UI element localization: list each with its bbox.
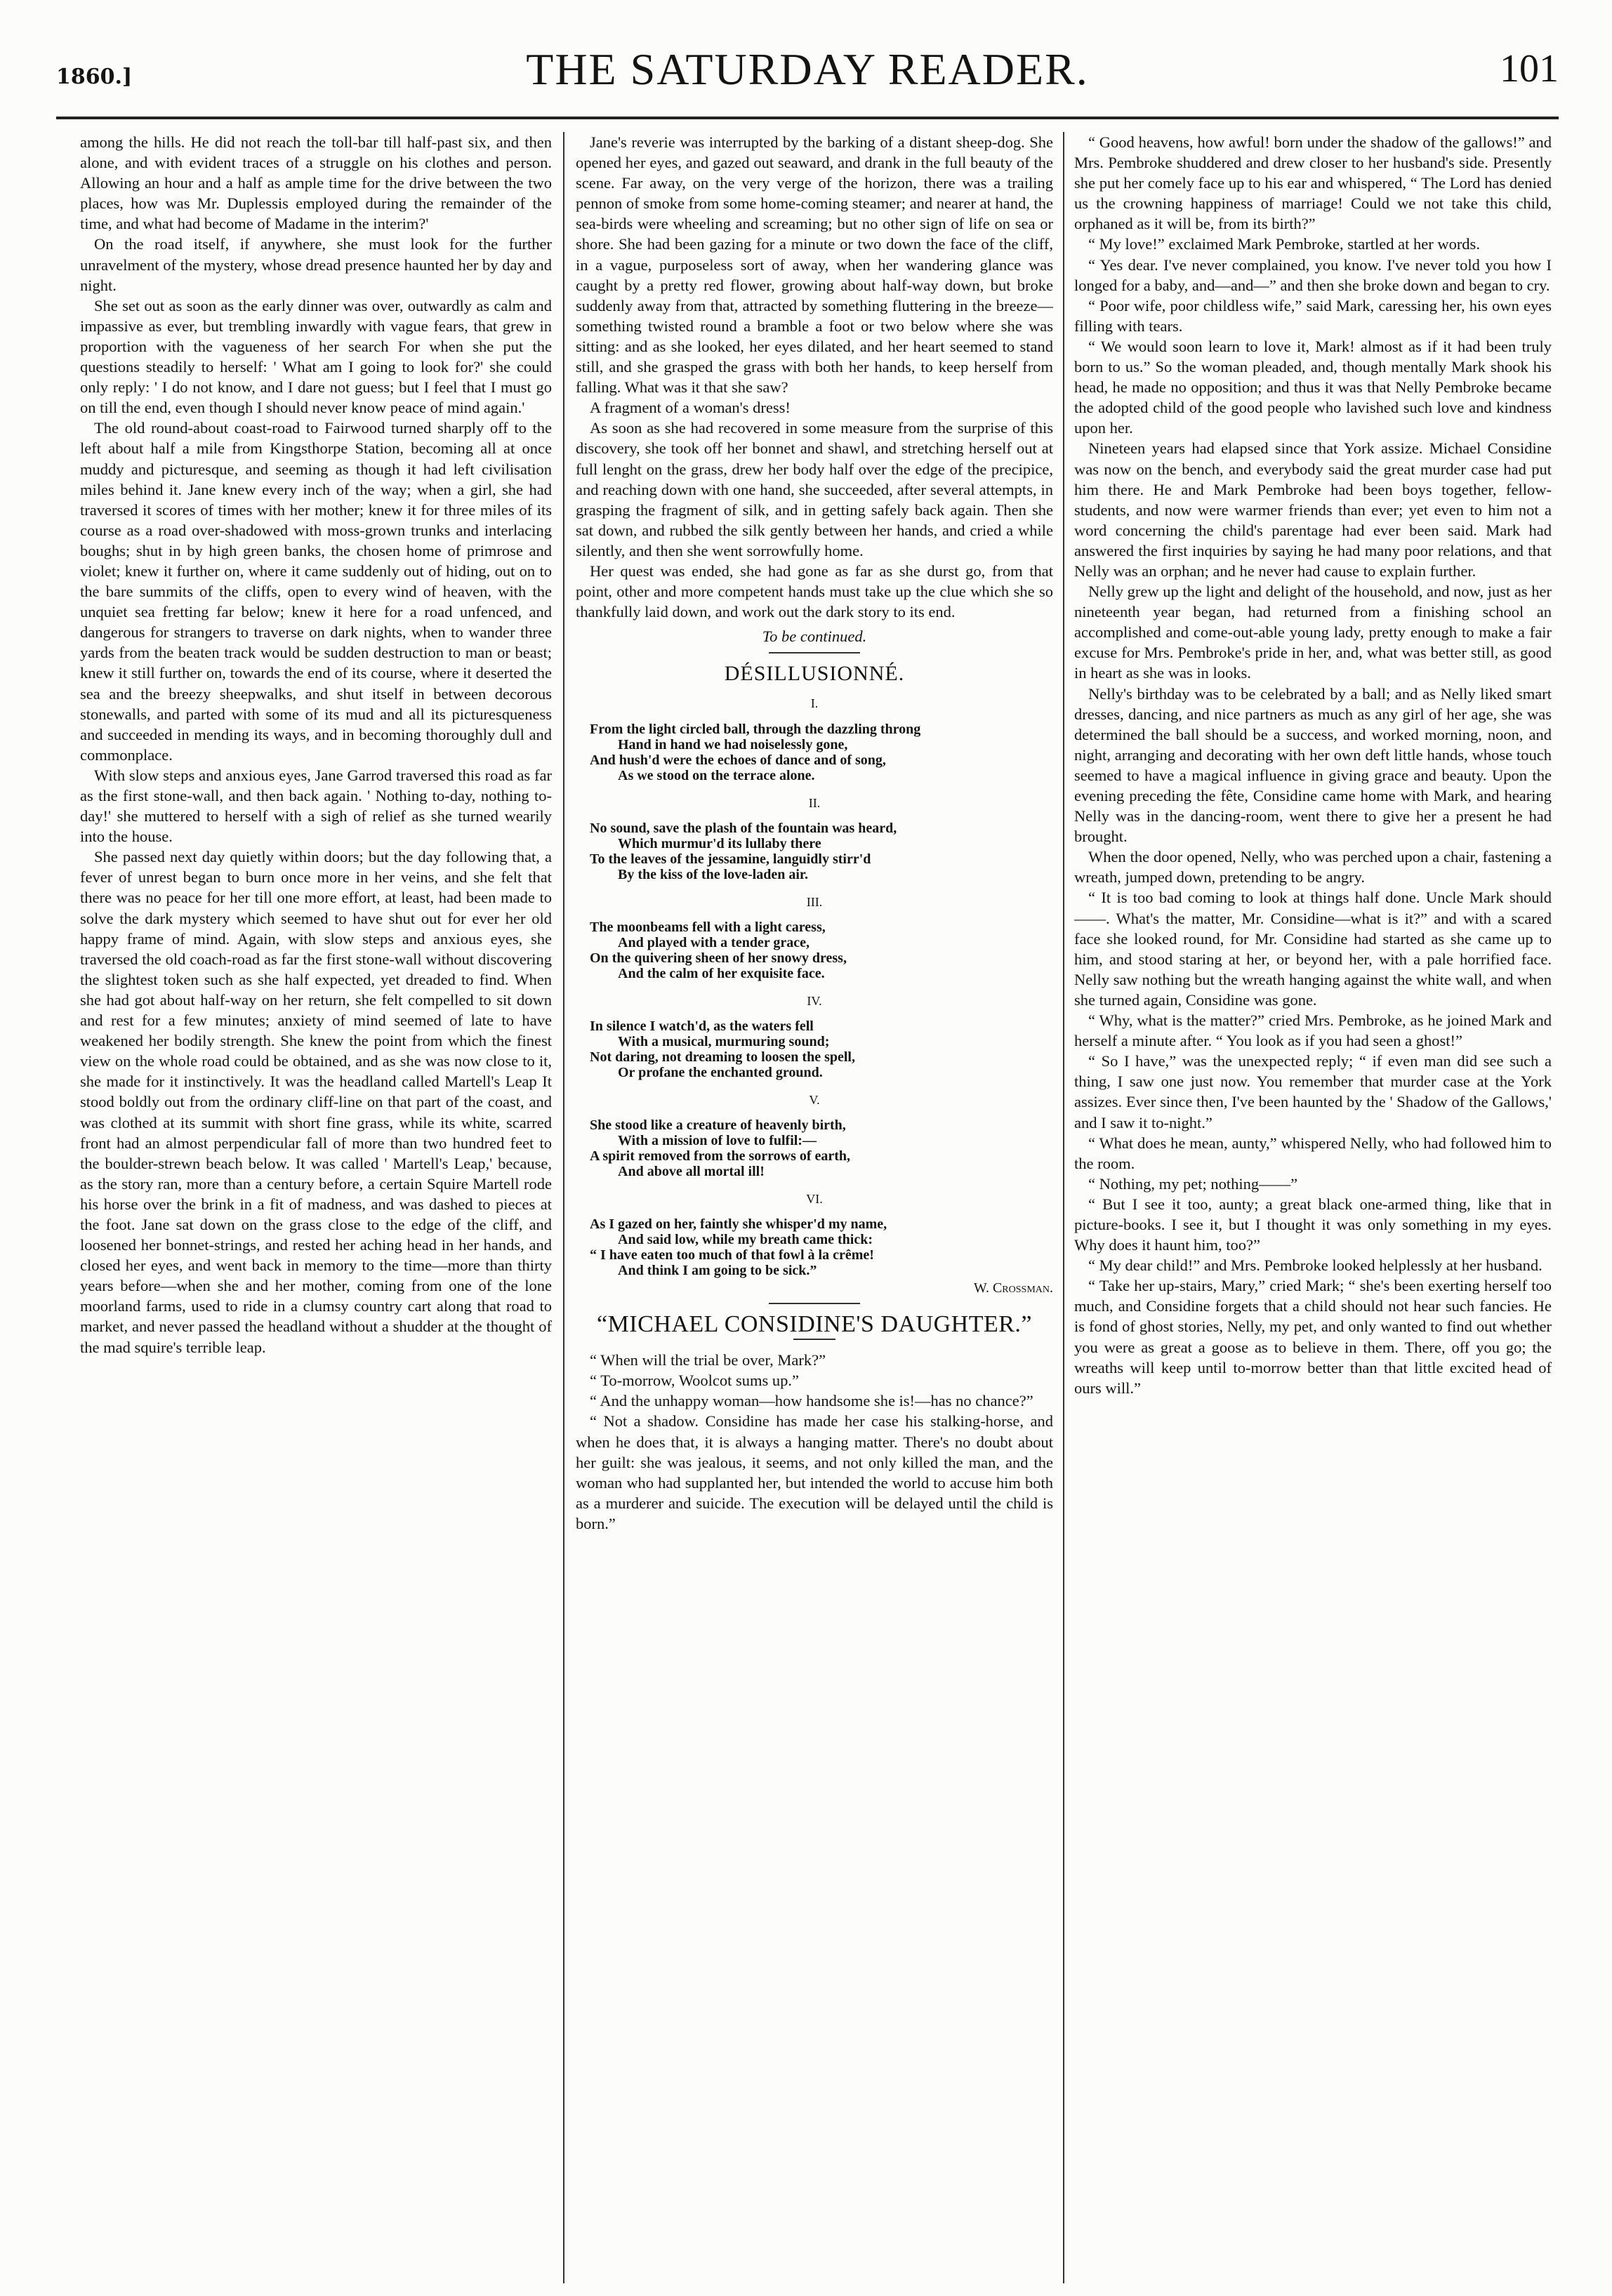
paragraph: Nelly's birthday was to be celebrated by a ball; and as Nelly liked smart dresses, dancing, and nice partners as much as any girl of her age, she was determined the ball should be a success, and worked morning, noon, and night, arranging and decorating with her own deft little hands, whose touch seemed to have a magical influence in giving grace and beauty. Upon the evening preceding the fête, Considine came home with Mark, and hearing Nelly was in the dancing-room, went there to give her a present he had brought. — [1074, 684, 1552, 846]
verse-line: And hush'd were the echoes of dance and of song, — [590, 752, 886, 768]
verse-line: No sound, save the plash of the fountain was heard, — [590, 820, 897, 836]
paragraph: “ So I have,” was the unexpected reply; “ if even man did see such a thing, I saw one just now. You remember that murder case at the York assizes. Ever since then, I've been haunted by the ' Shadow of the Gallows,' and I saw it to-night.” — [1074, 1052, 1552, 1132]
verse-line: And said low, while my breath came thick: — [618, 1232, 873, 1247]
section-rule — [769, 1303, 860, 1304]
stanza-number: II. — [808, 795, 821, 810]
paragraph: “ Poor wife, poor childless wife,” said Mark, caressing her, his own eyes filling with tears. — [1074, 296, 1552, 335]
column-2 — [576, 132, 1053, 2280]
stanza-number: I. — [810, 696, 819, 711]
paragraph: “ My dear child!” and Mrs. Pembroke looked helplessly at her husband. — [1088, 1256, 1542, 1275]
poem-signature: W. Crossman. — [973, 1280, 1053, 1296]
paragraph: among the hills. He did not reach the toll-bar till half-past six, and then alone, and with evident traces of a struggle on his clothes and person. Allowing an hour and a half as ample time for the drive between the two places, how was Mr. Duplessis employed during the remainder of the time, and what had become of Madame in the interim?' — [80, 133, 552, 233]
paragraph: “ What does he mean, aunty,” whispered Nelly, who had followed him to the room. — [1074, 1134, 1552, 1172]
verse-line: And played with a tender grace, — [618, 934, 810, 950]
column-3 — [1074, 132, 1552, 2280]
paragraph: “ And the unhappy woman—how handsome she is!—has no chance?” — [590, 1392, 1033, 1410]
verse-line: And the calm of her exquisite face. — [618, 965, 825, 981]
poem-stanza — [576, 694, 1053, 783]
verse-line: A spirit removed from the sorrows of earth, — [590, 1148, 851, 1164]
paragraph: When the door opened, Nelly, who was perched upon a chair, fastening a wreath, jumped down, pretending to be angry. — [1074, 848, 1552, 887]
poem-stanza — [576, 892, 1053, 981]
stanza-number: VI. — [806, 1191, 823, 1206]
title-rule — [793, 1339, 835, 1340]
column-divider — [563, 132, 564, 2283]
poem-stanza — [576, 991, 1053, 1080]
paragraph: With slow steps and anxious eyes, Jane Garrod traversed this road as far as the first stone-wall, and then back again. ' Nothing to-day, nothing to-day!' she muttered to herself with a sigh of relief as she turned wearily into the house. — [80, 766, 552, 846]
paragraph: Nineteen years had elapsed since that York assize. Michael Considine was now on the bench, and everybody said the great murder case had put him there. He and Mark Pembroke had been boys together, fellow-students, and now were warmer friends than ever; yet even to him not a word concerning the child's parentage had ever been said. Mark had answered the first inquiries by saying he had many poor relations, and that Nelly was an orphan; and he never had cause to explain further. — [1074, 439, 1552, 580]
paragraph: “ Yes dear. I've never complained, you know. I've never told you how I longed for a baby, and—and—” and then she broke down and began to cry. — [1074, 256, 1552, 294]
paragraph: Her quest was ended, she had gone as far as she durst go, from that point, other and more competent hands must take up the clue which she so thankfully laid down, and work out the dark story to its end. — [576, 562, 1053, 621]
paragraph: “ We would soon learn to love it, Mark! almost as if it had been truly born to us.” So the woman pleaded, and, though mentally Mark shook his head, he made no opposition; and thus it was that Nelly Pembroke became the adopted child of the good people who lavished such love and kindness upon her. — [1074, 337, 1552, 437]
stanza-lines — [576, 1216, 1053, 1278]
paragraph: “ My love!” exclaimed Mark Pembroke, startled at her words. — [1088, 235, 1480, 253]
stanza-number: IV. — [807, 993, 822, 1008]
poem-stanza — [576, 1189, 1053, 1278]
header-year: 1860.] — [56, 65, 133, 89]
paragraph: “ Nothing, my pet; nothing——” — [1088, 1174, 1298, 1193]
paragraph: She passed next day quietly within doors; but the day following that, a fever of unrest began to burn once more in her veins, and she felt that there was no peace for her till one more effort, at least, had been made to solve the dark mystery which seemed to have shut out for ever her old happy frame of mind. Again, with slow steps and anxious eyes, she traversed the old coach-road as far the first stone-wall without discovering the slightest token such as she half expected, yet dreaded to find. When she had got about half-way on her return, she felt compelled to sit down and rest for a few minutes; anxiety of mind seemed of late to have weakened her bodily strength. She knew the point from which the finest view on the whole road could be obtained, and as she was now close to it, she made for it instinctively. It was the headland called Martell's Leap It stood boldly out from the ordinary cliff-line on that part of the coast, and was clothed at its summit with short fine grass, while its white, scarred front had an almost perpendicular fall of more than two hundred feet to the boulder-strewn beach below. It was called ' Martell's Leap,' because, as the story ran, more than a century before, a certain Squire Martell rode his horse over the brink in a fit of madness, and was dashed to pieces at the foot. Jane sat down on the grass close to the edge of the cliff, and loosened her bonnet-strings, and rested her aching head in her hands, and closed her eyes, and went back in memory to the time—more than thirty years before—when she and her mother, coming from one of the lone moorland farms, used to ride in a clumsy country cart along that road to market, and never passed the headland without a shudder at the thought of the mad squire's terrible leap. — [80, 848, 552, 1356]
column-divider — [1063, 132, 1064, 2283]
verse-line: As we stood on the terrace alone. — [618, 767, 815, 783]
verse-line: And above all mortal ill! — [618, 1163, 765, 1179]
stanza-lines — [576, 1018, 1053, 1080]
paragraph: “ Take her up-stairs, Mary,” cried Mark; “ she's been exerting herself too much, and Considine forgets that a child should not hear such fancies. He is fond of ghost stories, Nelly, my pet, and only wanted to find out whether you were as great a goose as to believe in them. There, off you go; the wreaths will keep until to-morrow better than that little excited head of ours will.” — [1074, 1277, 1552, 1397]
story-title: “MICHAEL CONSIDINE'S DAUGHTER.” — [596, 1311, 1033, 1338]
paragraph: “ Why, what is the matter?” cried Mrs. Pembroke, as he joined Mark and herself a minute after. “ You look as if you had seen a ghost!” — [1074, 1011, 1552, 1050]
paragraph: “ When will the trial be over, Mark?” — [590, 1351, 826, 1369]
verse-line: To the leaves of the jessamine, languidly stirr'd — [590, 851, 871, 867]
stanza-lines — [576, 821, 1053, 882]
verse-line: “ I have eaten too much of that fowl à la crême! — [590, 1247, 874, 1263]
verse-line: On the quivering sheen of her snowy dress, — [590, 950, 847, 966]
paragraph: Nelly grew up the light and delight of the household, and now, just as her nineteenth year began, had returned from a finishing school an accomplished and come-out-able young lady, pretty enough to make a fair excuse for Mrs. Pembroke's pride in her, and, what was better still, as good in heart as she was in looks. — [1074, 583, 1552, 682]
header-rule — [56, 117, 1559, 119]
verse-line: Or profane the enchanted ground. — [618, 1064, 823, 1080]
column-1 — [80, 132, 552, 2280]
verse-line: Hand in hand we had noiselessly gone, — [618, 736, 848, 752]
verse-line: She stood like a creature of heavenly birth, — [590, 1117, 846, 1133]
paragraph: On the road itself, if anywhere, she must look for the further unravelment of the mystery, whose dread presence haunted her by day and night. — [80, 235, 552, 294]
section-rule — [769, 652, 860, 653]
stanza-lines — [576, 722, 1053, 783]
verse-line: With a musical, murmuring sound; — [618, 1033, 830, 1049]
verse-line: And think I am going to be sick.” — [618, 1263, 817, 1278]
verse-line: The moonbeams fell with a light caress, — [590, 919, 826, 935]
paragraph: As soon as she had recovered in some measure from the surprise of this discovery, she took off her bonnet and shawl, and stretching herself out at full lenght on the grass, drew her body half over the edge of the precipice, and reaching down with one hand, she succeeded, after several attempts, in grasping the fragment of silk, and in getting safely back again. Then she sat down, and rubbed the silk gently between her hands, and cried a while silently, and then she went sorrowfully home. — [576, 419, 1053, 559]
page-header — [56, 44, 1559, 111]
paragraph: “ Good heavens, how awful! born under the shadow of the gallows!” and Mrs. Pembroke shuddered and drew closer to her husband's side. Presently she put her comely face up to his ear and whispered, “ The Lord has denied us the crowning happiness of marriage! Could we not take this child, orphaned as it will be, from its birth?” — [1074, 133, 1552, 233]
page-number: 101 — [1500, 47, 1559, 91]
poem-stanza — [576, 1090, 1053, 1179]
stanza-number: V. — [809, 1092, 820, 1107]
stanza-lines — [576, 920, 1053, 981]
verse-line: From the light circled ball, through the dazzling throng — [590, 721, 921, 737]
masthead-title: THE SATURDAY READER. — [526, 44, 1089, 94]
paragraph: “ It is too bad coming to look at things half done. Uncle Mark should——. What's the matter, Mr. Considine—what is it?” and with a scared face she looked round, for Mr. Considine had started as she came up to him, and stood staring at her, or beyond her, with a pale horrified face. Nelly saw nothing but the wreath hanging against the white wall, and when she turned again, Considine was gone. — [1074, 889, 1552, 1009]
verse-line: By the kiss of the love-laden air. — [618, 866, 808, 882]
verse-line: In silence I watch'd, as the waters fell — [590, 1018, 814, 1034]
paragraph: “ But I see it too, aunty; a great black one-armed thing, like that in picture-books. I see it, but I thought it was only something in my eyes. Why does it haunt him, too?” — [1074, 1195, 1552, 1254]
stanza-lines — [576, 1117, 1053, 1179]
poem-title: DÉSILLUSIONNÉ. — [724, 662, 905, 686]
poem-stanza — [576, 793, 1053, 882]
paragraph: Jane's reverie was interrupted by the barking of a distant sheep-dog. She opened her eyes, and gazed out seaward, and drank in the full beauty of the scene. Far away, on the very verge of the horizon, there was a trailing pennon of smoke from some home-coming steamer; and nearer at hand, the sea-birds were wheeling and screaming; but no other sign of life on sea or shore. She had been gazing for a minute or two down the face of the cliff, in a vague, purposeless sort of away, when her wandering glance was caught by a pretty red flower, growing about half-way down, but broke suddenly away from that, attracted by something fluttering in the breeze—something twisted round a bramble a foot or two below where she was sitting: and as she looked, her eyes dilated, and her heart seemed to stand still, and she grasped the grass with both her hands, to keep herself from falling. What was it that she saw? — [576, 133, 1053, 397]
paragraph: The old round-about coast-road to Fairwood turned sharply off to the left about half a mile from Kingsthorpe Station, becoming all at once muddy and picturesque, and seeming as though it had left civilisation miles behind it. Jane knew every inch of the way; when a girl, she had traversed it scores of times with her mother; knew it for three miles of its course as a road over-shadowed with moss-grown trunks and interlacing boughs; shut in by high green banks, the chosen home of primrose and violet; knew it further on, where it came suddenly out of hiding, out on to the bare summits of the cliffs, open to every wind of heaven, with the unquiet sea fretting far below; knew it here for a road unfenced, and dangerous for strangers to traverse on dark nights, when to wander three yards from the beaten track would be sudden destruction to man or beast; knew it still further on, towards the end of its course, where it deserted the sea and the breezy sheepwalks, and shut itself in between decorous stonewalls, and parted with some of its mud and all its picturesqueness and succeeded in mending its ways, and in becoming thoroughly dull and commonplace. — [80, 419, 552, 764]
verse-line: Which murmur'd its lullaby there — [618, 835, 821, 851]
to-be-continued: To be continued. — [762, 628, 867, 646]
verse-line: Not daring, not dreaming to loosen the spell, — [590, 1049, 855, 1065]
verse-line: As I gazed on her, faintly she whisper'd my name, — [590, 1216, 887, 1232]
paragraph: “ Not a shadow. Considine has made her case his stalking-horse, and when he does that, it is always a hanging matter. There's no doubt about her guilt: she was jealous, it seems, and not only killed the man, and the woman who had supplanted her, but intended the world to accuse him both as a murderer and suicide. The execution will be delayed until the child is born.” — [576, 1412, 1053, 1532]
paragraph: “ To-morrow, Woolcot sums up.” — [590, 1372, 800, 1390]
paragraph: A fragment of a woman's dress! — [590, 399, 791, 417]
paragraph: She set out as soon as the early dinner was over, outwardly as calm and impassive as ever, but trembling inwardly with vague fears, that grew in proportion with the vagueness of her search For when she put the questions steadily to herself: ' What am I going to look for?' she could only reply: ' I do not know, and I dare not guess; but I feel that I must go on till the end, even though I should never know peace of mind again.' — [80, 296, 552, 417]
verse-line: With a mission of love to fulfil:— — [618, 1132, 817, 1148]
stanza-number: III. — [806, 894, 823, 909]
